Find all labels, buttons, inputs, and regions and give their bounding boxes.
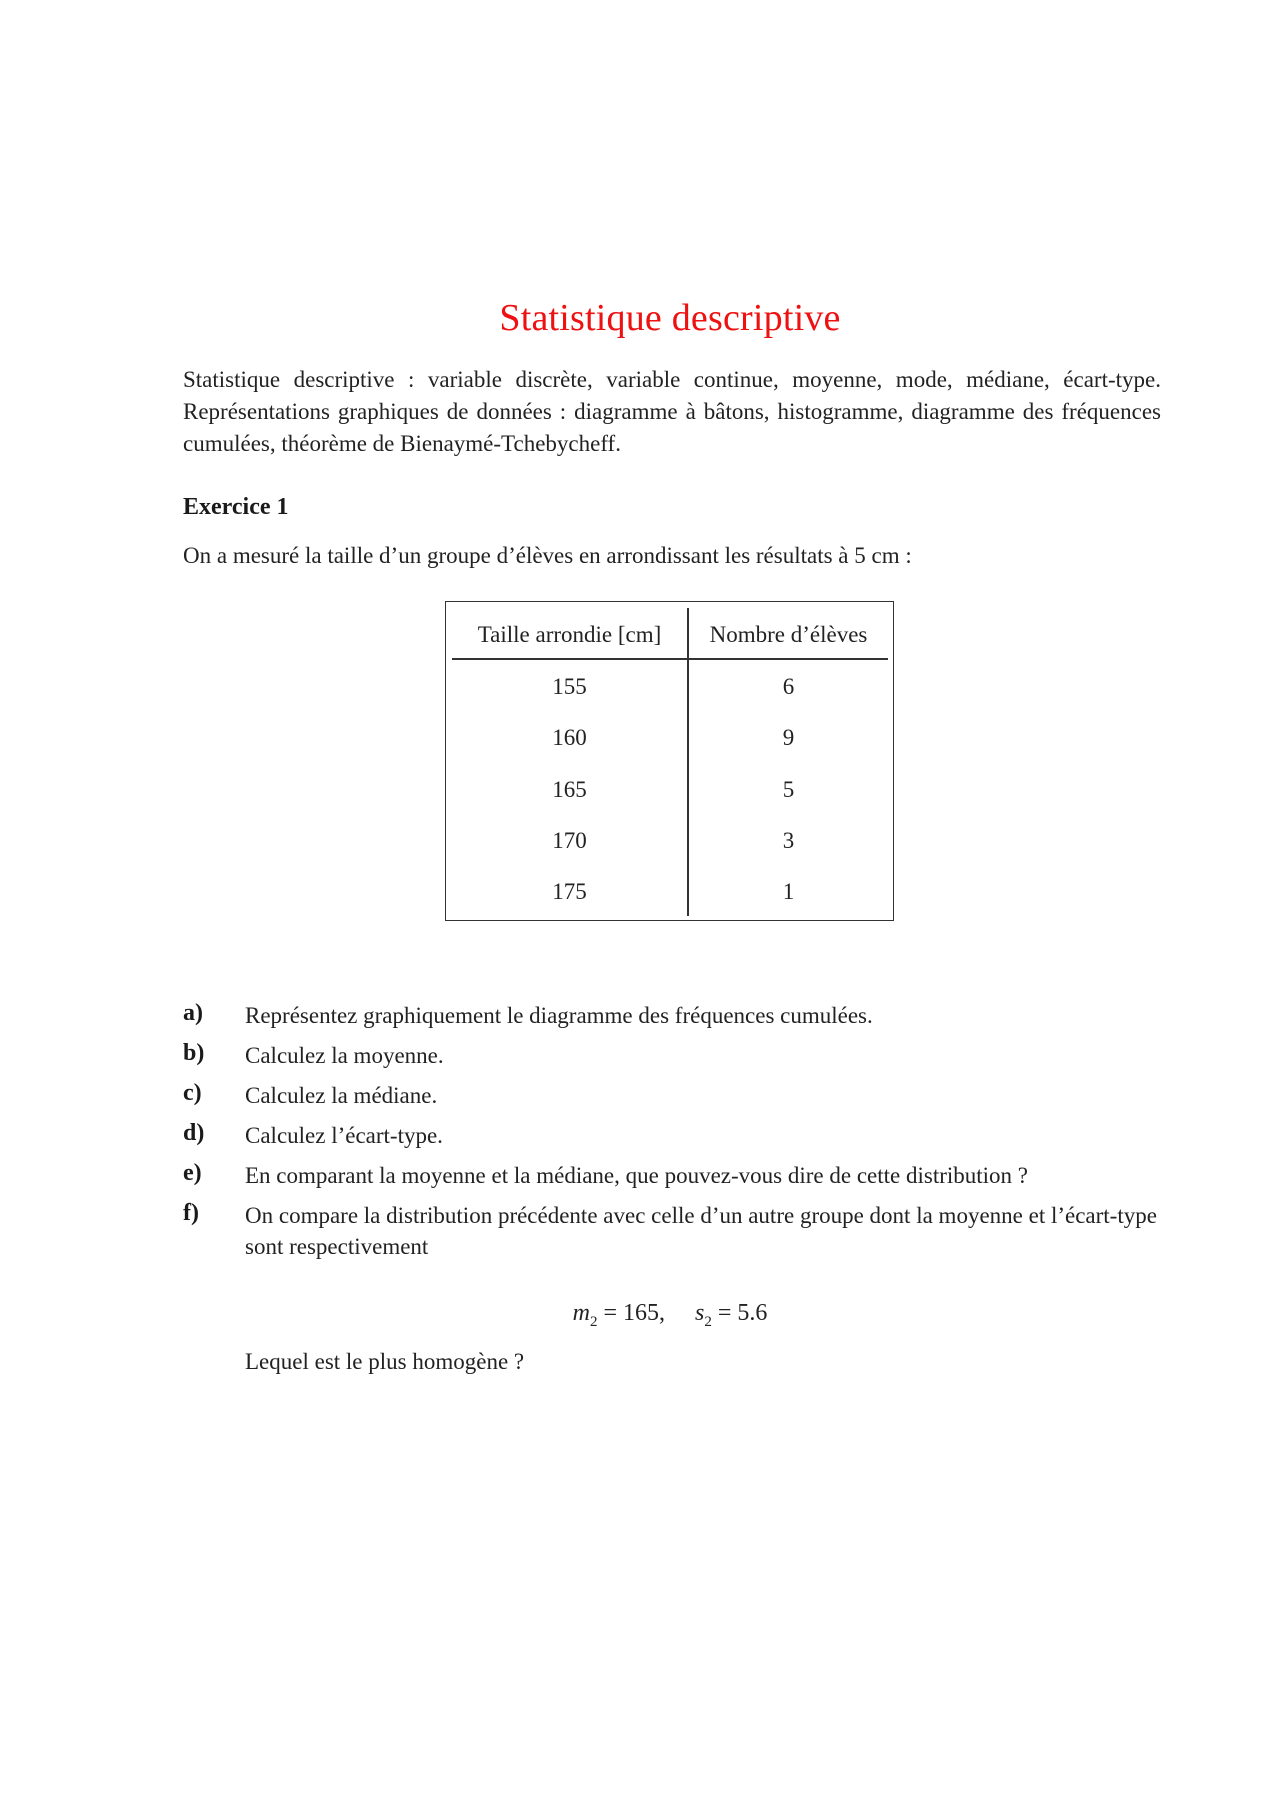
table-cell-count: 3 <box>782 828 795 853</box>
table-cell-size: 160 <box>552 725 587 750</box>
formula-s-symbol: s <box>695 1300 705 1326</box>
closing-question: Lequel est le plus homogène ? <box>245 1349 525 1374</box>
formula-m-symbol: m <box>572 1300 590 1326</box>
table-cell-count: 6 <box>782 674 795 699</box>
formula-m-value: = 165, <box>597 1300 665 1326</box>
exercise-statement: On a mesuré la taille d’un groupe d’élèves en arrondissant les résultats à 5 cm : <box>183 543 912 568</box>
table-cell-count: 5 <box>782 777 795 802</box>
question-letter: c) <box>183 1080 202 1106</box>
table-cell-size: 155 <box>552 674 587 699</box>
table-cell-size: 175 <box>552 879 587 904</box>
formula-s-value: = 5.6 <box>711 1300 768 1326</box>
table-header-rule <box>452 658 888 660</box>
formula <box>0 1300 1280 1331</box>
table-header-count: Nombre d’élèves <box>709 622 868 647</box>
question-text: Calculez l’écart-type. <box>245 1123 443 1148</box>
question-text: Calculez la moyenne. <box>245 1043 444 1068</box>
intro-paragraph: Statistique descriptive : variable discrète, variable continue, moyenne, mode, médiane, écart-type. Représentations graphiques de données : diagramme à bâtons, histogramme, diagramme des fréquences cumulées, théorème de Bienaymé-Tchebycheff. <box>183 367 1161 456</box>
formula-m-subscript: 2 <box>589 1313 598 1330</box>
question-letter: f) <box>183 1200 199 1226</box>
question-text: On compare la distribution précédente avec celle d’un autre groupe dont la moyenne et l’écart-type sont respectivement <box>245 1203 1157 1259</box>
question-letter: b) <box>183 1040 205 1066</box>
table-cell-count: 1 <box>782 879 795 904</box>
page-title: Statistique descriptive <box>499 297 841 339</box>
formula-s-subscript: 2 <box>704 1313 712 1330</box>
table-cell-count: 9 <box>782 725 795 750</box>
question-text: Calculez la médiane. <box>245 1083 438 1108</box>
table-column-divider <box>687 608 689 916</box>
table-cell-size: 165 <box>552 777 587 802</box>
question-letter: d) <box>183 1120 205 1146</box>
table-cell-size: 170 <box>552 828 587 853</box>
question-letter: a) <box>183 1000 203 1026</box>
table-header-size: Taille arrondie [cm] <box>477 622 662 647</box>
question-text: Représentez graphiquement le diagramme des fréquences cumulées. <box>245 1003 873 1028</box>
exercise-heading: Exercice 1 <box>183 494 289 520</box>
question-text: En comparant la moyenne et la médiane, que pouvez-vous dire de cette distribution ? <box>245 1163 1028 1188</box>
question-letter: e) <box>183 1160 202 1186</box>
